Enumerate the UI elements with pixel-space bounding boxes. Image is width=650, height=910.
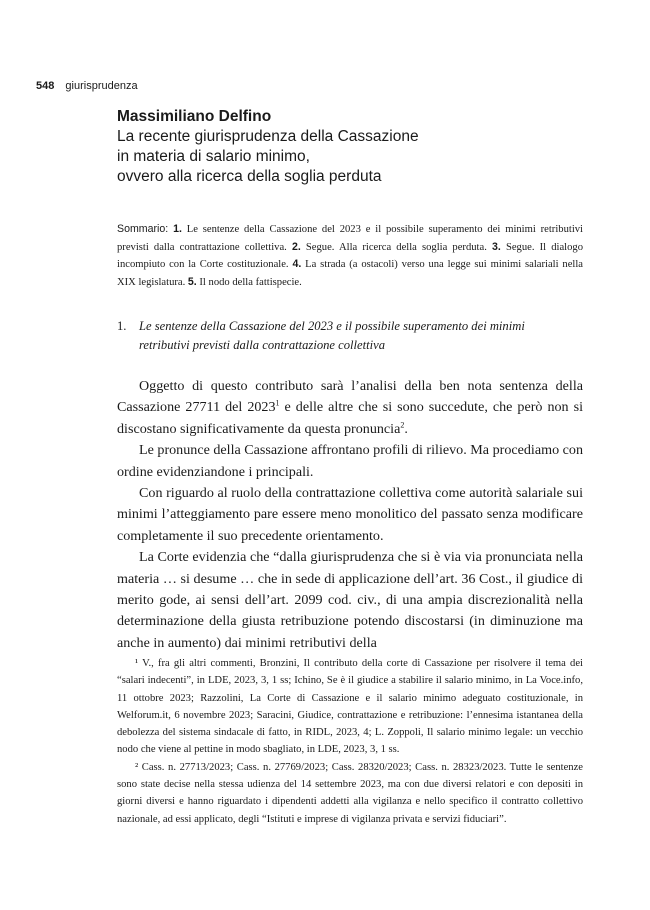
summary-item-num: 1. — [173, 223, 182, 235]
summary-item-num: 4. — [292, 258, 302, 270]
section-title-line-1: Le sentenze della Cassazione del 2023 e il possibile superamento dei minimi — [139, 319, 525, 333]
summary-item-text: Segue. Il dialogo incompiuto con la Corte costituzionale. — [117, 241, 583, 270]
body-text — [117, 376, 583, 654]
footnote-ref[interactable]: 2 — [400, 420, 405, 430]
article-title-line-2: in materia di salario minimo, — [117, 148, 310, 165]
page-number: 548 — [36, 80, 55, 92]
paragraph: La Corte evidenzia che “dalla giurisprudenza che si è via via pronunciata nella materia … si desume … che in sede di applicazione dell’art. 36 Cost., il giudice di merito gode, ai sensi dell’art. 2099 cod. civ., di una ampia discrezionalità nella determinazione della giusta retribuzione potendo discostarsi (in diminuzione ma anche in aumento) dai minimi retributivi della — [117, 549, 583, 651]
footnote-2: ² Cass. n. 27713/2023; Cass. n. 27769/2023; Cass. 28320/2023; Cass. n. 28323/2023. Tutte le sentenze sono state decise nella stessa udienza del 14 settembre 2023, ma con due diversi relatori e con depositi in giorni diversi e hanno riguardato i dipendenti addetti alla vigilanza e nello specifico il contratto collettivo nazionale, ad essi applicato, degli “Istituti e imprese di vigilanza privata e servizi fiduciari”. — [117, 761, 583, 825]
section-title-line-2: retributivi previsti dalla contrattazione collettiva — [139, 338, 386, 352]
section-heading — [117, 317, 587, 355]
summary-label: Sommario: — [117, 223, 169, 235]
summary-item-num: 5. — [187, 275, 197, 288]
paragraph-text: Oggetto di questo contributo sarà l’analisi della ben nota sentenza della Cassazione 27711 del 2023 — [117, 378, 583, 416]
paragraph: Le pronunce della Cassazione affrontano profili di rilievo. Ma procediamo con ordine evidenziandone i principali. — [117, 442, 583, 480]
summary-item-text: Il nodo della fattispecie. — [196, 276, 302, 288]
section-name: giurisprudenza — [65, 80, 138, 92]
summary-item-num: 3. — [491, 240, 501, 253]
footnote-1: ¹ V., fra gli altri commenti, Bronzini, Il contributo della corte di Cassazione per risolvere il tema dei “salari indecenti”, in LDE, 2023, 3, 1 ss; Ichino, Se è il giudice a stabilire il salario minimo, in La Voce.info, 11 ottobre 2023; Razzolini, La Corte di Cassazione e il salario minimo adeguato costituzionale, in Welforum.it, 6 novembre 2023; Saracini, Giudice, contrattazione e retribuzione: l’ennesima istantanea della debolezza del sistema sindacale di fatto, in RIDL, 2023, 4; L. Zoppoli, Il salario minimo legale: un vecchio nodo che viene al pettine in modo sbagliato, in LDE, 2023, 3, 1 ss. — [117, 658, 583, 756]
article-title-line-3: ovvero alla ricerca della soglia perduta — [117, 168, 382, 185]
paragraph: Con riguardo al ruolo della contrattazione collettiva come autorità salariale sui minimi l’atteggiamento pare essere meno monolitico del passato senza modificare completamente il suo precedente orientamento. — [117, 485, 583, 544]
summary — [117, 221, 583, 291]
paragraph-text: . — [404, 420, 408, 437]
article-heading — [117, 107, 597, 187]
summary-item-text: Le sentenze della Cassazione del 2023 e il possibile superamento dei minimi retributivi previsti dalla contrattazione collettiva. — [117, 224, 583, 253]
summary-item-text: Segue. Alla ricerca della soglia perduta. — [300, 241, 492, 253]
paragraph-text: e delle altre che si sono succedute, che però non si discostano significativamente da questa pronuncia — [117, 399, 583, 437]
footnotes — [117, 655, 583, 828]
footnote-ref[interactable]: 1 — [275, 398, 280, 408]
author-name: Massimiliano Delfino — [117, 108, 272, 125]
section-number: 1. — [117, 319, 127, 333]
article-title-line-1: La recente giurisprudenza della Cassazione — [117, 128, 419, 145]
running-head — [36, 80, 138, 92]
paragraph — [117, 376, 583, 440]
summary-item-text: La strada (a ostacoli) verso una legge sui minimi salariali nella XIX legislatura. — [117, 259, 583, 288]
summary-item-num: 2. — [291, 240, 301, 253]
